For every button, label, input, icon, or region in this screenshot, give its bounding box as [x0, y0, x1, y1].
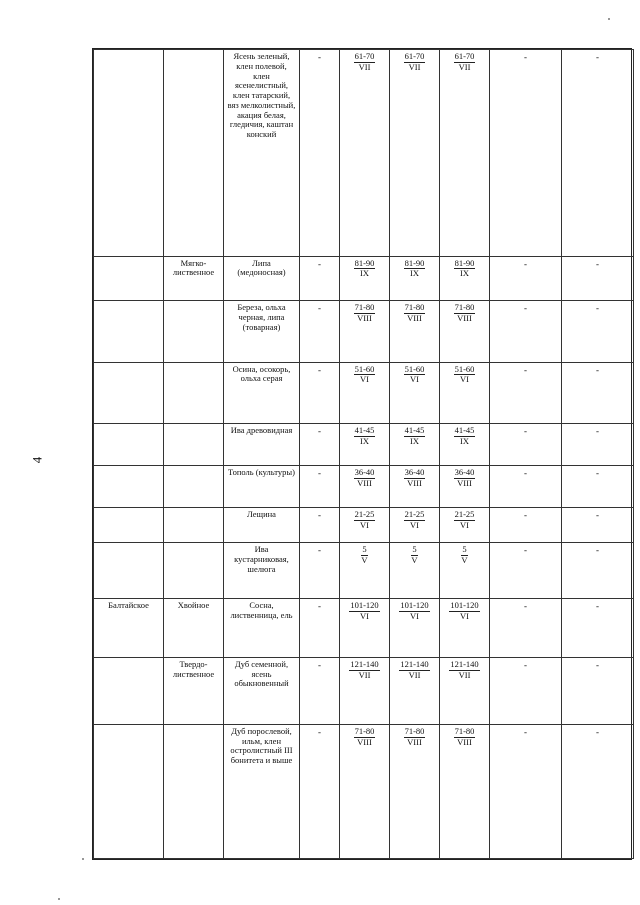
age-range: 21-25: [404, 508, 425, 519]
age-table: [93, 49, 634, 859]
dash-cell: -: [490, 50, 562, 257]
dash-cell: -: [562, 301, 634, 362]
dash-cell: -: [562, 657, 634, 724]
age-class-cell: [340, 657, 390, 724]
age-range: 121-140: [450, 658, 479, 669]
species-group-cell: [164, 465, 224, 507]
age-range: 71-80: [404, 302, 425, 313]
age-range: 5: [412, 544, 417, 555]
dash-cell: -: [300, 362, 340, 423]
age-range: 51-60: [404, 363, 425, 374]
forestry-region-cell: [94, 724, 164, 858]
age-class: VIII: [407, 736, 422, 747]
species-group-cell: Твердо-лиственное: [164, 657, 224, 724]
age-class-cell: [340, 50, 390, 257]
age-range: 36-40: [404, 466, 425, 477]
age-class-cell: [390, 256, 440, 301]
age-range: 121-140: [350, 658, 379, 669]
age-range: 71-80: [454, 725, 475, 736]
species-cell: Тополь (культуры): [224, 465, 300, 507]
age-fraction: [354, 365, 376, 386]
age-class-cell: [340, 256, 390, 301]
age-class-cell: [440, 599, 490, 658]
species-cell: Береза, ольха черная, липа (товарная): [224, 301, 300, 362]
age-fraction: [354, 426, 376, 447]
age-fraction: [404, 510, 426, 531]
age-fraction: [449, 660, 479, 681]
age-class-cell: [440, 724, 490, 858]
species-group-cell: [164, 50, 224, 257]
age-fraction: [411, 545, 417, 566]
age-class: VI: [410, 611, 419, 622]
age-class: IX: [360, 268, 369, 279]
age-fraction: [354, 468, 376, 489]
age-range: 51-60: [354, 363, 375, 374]
age-range: 5: [462, 544, 467, 555]
age-class: VIII: [407, 313, 422, 324]
species-cell: Дуб семенной, ясень обыкновенный: [224, 657, 300, 724]
age-class-cell: [390, 599, 440, 658]
age-range: 41-45: [454, 425, 475, 436]
forestry-region-cell: [94, 424, 164, 466]
age-class-cell: [440, 50, 490, 257]
dash-cell: -: [300, 507, 340, 543]
species-group-cell: [164, 543, 224, 599]
species-cell: Ива кустарниковая, шелюга: [224, 543, 300, 599]
age-class: V: [461, 555, 468, 566]
age-table-body: [94, 50, 634, 859]
age-class-cell: [390, 424, 440, 466]
age-class-cell: [440, 465, 490, 507]
age-class: VIII: [457, 313, 472, 324]
age-range: 41-45: [354, 425, 375, 436]
age-class: IX: [410, 268, 419, 279]
age-class-cell: [340, 465, 390, 507]
age-class: VIII: [407, 477, 422, 488]
table-row: [94, 543, 634, 599]
dash-cell: -: [490, 362, 562, 423]
dash-cell: -: [490, 507, 562, 543]
age-range: 71-80: [454, 302, 475, 313]
age-range: 81-90: [354, 257, 375, 268]
age-range: 81-90: [404, 257, 425, 268]
dash-cell: -: [300, 424, 340, 466]
dash-cell: -: [562, 256, 634, 301]
dash-cell: -: [490, 657, 562, 724]
species-group-cell: [164, 507, 224, 543]
age-fraction: [454, 426, 476, 447]
age-fraction: [404, 727, 426, 748]
scan-speck: [82, 858, 84, 860]
forestry-region-cell: [94, 50, 164, 257]
age-class-cell: [390, 50, 440, 257]
forestry-region-cell: [94, 543, 164, 599]
dash-cell: -: [300, 301, 340, 362]
age-class: VI: [360, 611, 369, 622]
forestry-region-cell: [94, 657, 164, 724]
dash-cell: -: [562, 50, 634, 257]
age-class: VI: [460, 374, 469, 385]
dash-cell: -: [300, 599, 340, 658]
age-class: VIII: [357, 477, 372, 488]
dash-cell: -: [562, 724, 634, 858]
age-class: VII: [458, 61, 471, 72]
page-number: 4: [29, 456, 45, 464]
age-class-cell: [340, 424, 390, 466]
dash-cell: -: [562, 362, 634, 423]
age-fraction: [454, 52, 476, 73]
dash-cell: -: [490, 301, 562, 362]
age-class: VII: [408, 61, 421, 72]
age-fraction: [354, 727, 376, 748]
forestry-region-cell: [94, 362, 164, 423]
age-range: 51-60: [454, 363, 475, 374]
dash-cell: -: [490, 424, 562, 466]
species-cell: Осина, осокорь, ольха серая: [224, 362, 300, 423]
age-fraction: [461, 545, 467, 566]
age-class: VII: [458, 669, 471, 680]
age-class-cell: [340, 362, 390, 423]
age-class-cell: [390, 362, 440, 423]
age-range: 36-40: [354, 466, 375, 477]
age-fraction: [354, 303, 376, 324]
dash-cell: -: [300, 256, 340, 301]
forestry-region-cell: [94, 301, 164, 362]
age-class: V: [411, 555, 418, 566]
age-class: IX: [360, 435, 369, 446]
age-class-cell: [340, 543, 390, 599]
table-row: [94, 465, 634, 507]
age-class: IX: [460, 435, 469, 446]
species-group-cell: [164, 424, 224, 466]
age-class: VIII: [457, 736, 472, 747]
table-row: [94, 724, 634, 858]
age-fraction: [404, 259, 426, 280]
age-class: VI: [460, 519, 469, 530]
species-group-cell: [164, 301, 224, 362]
age-class: IX: [410, 435, 419, 446]
age-class: VI: [460, 611, 469, 622]
dash-cell: -: [562, 424, 634, 466]
age-range: 61-70: [404, 51, 425, 61]
age-class-cell: [340, 599, 390, 658]
table-row: [94, 424, 634, 466]
age-class-cell: [390, 657, 440, 724]
table-row: [94, 301, 634, 362]
age-range: 71-80: [354, 302, 375, 313]
age-fraction: [361, 545, 367, 566]
dash-cell: -: [300, 657, 340, 724]
table-row: [94, 256, 634, 301]
age-range: 41-45: [404, 425, 425, 436]
age-class: VII: [408, 669, 421, 680]
dash-cell: -: [300, 724, 340, 858]
age-class: VI: [360, 519, 369, 530]
age-fraction: [454, 727, 476, 748]
age-fraction: [404, 365, 426, 386]
age-range: 61-70: [354, 51, 375, 61]
age-class: VII: [358, 61, 371, 72]
dash-cell: -: [300, 50, 340, 257]
age-class-cell: [390, 543, 440, 599]
species-group-cell: [164, 362, 224, 423]
dash-cell: -: [490, 256, 562, 301]
age-table-wrapper: [92, 48, 632, 860]
age-fraction: [354, 52, 376, 73]
table-row: [94, 50, 634, 257]
species-cell: Сосна, лиственница, ель: [224, 599, 300, 658]
age-class-cell: [440, 301, 490, 362]
age-range: 101-120: [350, 600, 379, 611]
age-fraction: [404, 426, 426, 447]
species-cell: Лещина: [224, 507, 300, 543]
age-class: VI: [360, 374, 369, 385]
age-class: V: [361, 555, 368, 566]
dash-cell: -: [300, 465, 340, 507]
age-fraction: [404, 303, 426, 324]
table-row: [94, 599, 634, 658]
dash-cell: -: [490, 543, 562, 599]
age-fraction: [454, 468, 476, 489]
age-class: VII: [358, 669, 371, 680]
age-range: 21-25: [354, 508, 375, 519]
forestry-region-cell: [94, 465, 164, 507]
age-range: 36-40: [454, 466, 475, 477]
species-cell: Липа (медоносная): [224, 256, 300, 301]
age-range: 81-90: [454, 257, 475, 268]
age-range: 101-120: [400, 600, 429, 611]
age-class-cell: [440, 507, 490, 543]
age-class-cell: [440, 256, 490, 301]
age-class-cell: [440, 362, 490, 423]
age-fraction: [399, 660, 429, 681]
forestry-region-cell: Балтайское: [94, 599, 164, 658]
age-class: VIII: [457, 477, 472, 488]
age-fraction: [349, 601, 379, 622]
age-class-cell: [440, 657, 490, 724]
species-group-cell: Мягко-лиственное: [164, 256, 224, 301]
scan-speck: [58, 898, 60, 900]
age-class-cell: [390, 724, 440, 858]
dash-cell: -: [300, 543, 340, 599]
age-fraction: [454, 303, 476, 324]
species-cell: Ясень зеленый, клен полевой, клен ясенелистный, клен татарский, вяз мелколистный, акация белая, гледичия, каштан конский: [224, 50, 300, 257]
dash-cell: -: [490, 599, 562, 658]
age-class-cell: [340, 301, 390, 362]
age-range: 21-25: [454, 508, 475, 519]
scan-speck: [608, 18, 610, 20]
species-group-cell: Хвойное: [164, 599, 224, 658]
species-cell: Дуб порослевой, ильм, клен остролистный III бонитета и выше: [224, 724, 300, 858]
age-fraction: [349, 660, 379, 681]
species-cell: Ива древовидная: [224, 424, 300, 466]
dash-cell: -: [562, 543, 634, 599]
age-class-cell: [340, 724, 390, 858]
age-class: VIII: [357, 313, 372, 324]
age-class: VI: [410, 374, 419, 385]
age-class: VIII: [357, 736, 372, 747]
forestry-region-cell: [94, 507, 164, 543]
forestry-region-cell: [94, 256, 164, 301]
age-fraction: [404, 468, 426, 489]
age-class: IX: [460, 268, 469, 279]
age-class-cell: [390, 465, 440, 507]
age-class-cell: [390, 507, 440, 543]
age-class-cell: [340, 507, 390, 543]
table-row: [94, 362, 634, 423]
table-row: [94, 507, 634, 543]
dash-cell: -: [562, 465, 634, 507]
age-fraction: [454, 259, 476, 280]
age-range: 101-120: [450, 600, 479, 611]
species-group-cell: [164, 724, 224, 858]
age-fraction: [354, 510, 376, 531]
table-row: [94, 657, 634, 724]
age-fraction: [454, 510, 476, 531]
age-range: 71-80: [404, 725, 425, 736]
age-range: 5: [362, 544, 367, 555]
age-range: 61-70: [454, 51, 475, 61]
age-range: 71-80: [354, 725, 375, 736]
age-fraction: [354, 259, 376, 280]
dash-cell: -: [490, 465, 562, 507]
age-class-cell: [390, 301, 440, 362]
age-class-cell: [440, 543, 490, 599]
age-class: VI: [410, 519, 419, 530]
age-fraction: [399, 601, 429, 622]
age-class-cell: [440, 424, 490, 466]
age-fraction: [449, 601, 479, 622]
dash-cell: -: [562, 599, 634, 658]
age-fraction: [454, 365, 476, 386]
age-fraction: [404, 52, 426, 73]
dash-cell: -: [490, 724, 562, 858]
dash-cell: -: [562, 507, 634, 543]
age-range: 121-140: [400, 658, 429, 669]
